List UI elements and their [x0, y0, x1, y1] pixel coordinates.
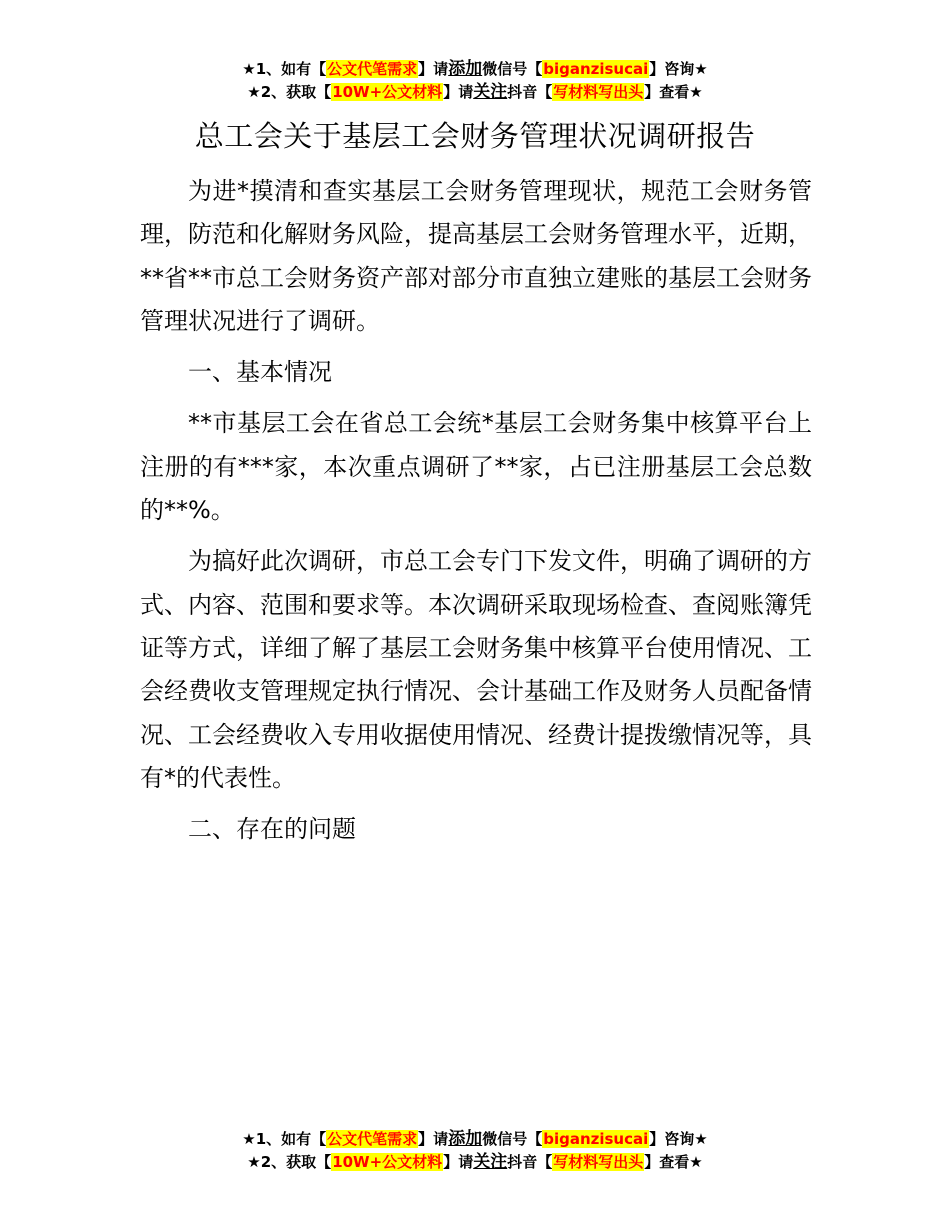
- highlight-ghostwriting: 公文代笔需求: [327, 1130, 418, 1148]
- banner-text: 】请: [443, 1153, 474, 1171]
- banner-text: 】查看★: [644, 83, 703, 101]
- highlight-douyin: 写材料写出头: [553, 1153, 644, 1171]
- banner-text: 抖音【: [507, 83, 553, 101]
- banner-text: ★2、获取【: [247, 83, 332, 101]
- banner-text: 】查看★: [644, 1153, 703, 1171]
- banner-text: ★1、如有【: [242, 60, 327, 78]
- highlight-materials: 10W+公文材料: [332, 1153, 443, 1171]
- paragraph-method: 为搞好此次调研，市总工会专门下发文件，明确了调研的方式、内容、范围和要求等。本次调研采取现场检查、查阅账簿凭证等方式，详细了解了基层工会财务集中核算平台使用情况、工会经费收支管理规定执行情况、会计基础工作及财务人员配备情况、工会经费收入专用收据使用情况、经费计提拨缴情况等，具有*的代表性。: [140, 547, 812, 792]
- underline-add: 添加: [448, 1129, 483, 1149]
- section-heading-basic: 一、基本情况: [188, 358, 332, 387]
- banner-text: 】咨询★: [649, 60, 708, 78]
- banner-line-2: [0, 1151, 950, 1174]
- banner-text: 】咨询★: [649, 1130, 708, 1148]
- paragraph-basic-info: **市基层工会在省总工会统*基层工会财务集中核算平台上注册的有***家，本次重点调研了**家，占已注册基层工会总数的**%。: [140, 409, 812, 525]
- banner-text: 微信号【: [482, 60, 543, 78]
- banner-line-1: [0, 58, 950, 81]
- highlight-materials: 10W+公文材料: [332, 83, 443, 101]
- underline-add: 添加: [448, 59, 483, 79]
- highlight-ghostwriting: 公文代笔需求: [327, 60, 418, 78]
- underline-follow: 关注: [473, 1152, 508, 1172]
- footer-banner: [0, 1128, 950, 1174]
- document-title: 总工会关于基层工会财务管理状况调研报告: [194, 119, 756, 153]
- banner-line-1: [0, 1128, 950, 1151]
- document-body: [140, 170, 812, 851]
- header-banner: [0, 58, 950, 104]
- banner-text: 微信号【: [482, 1130, 543, 1148]
- highlight-wechat-id: biganzisucai: [543, 60, 649, 78]
- section-heading-problems: 二、存在的问题: [188, 815, 356, 844]
- banner-text: ★2、获取【: [247, 1153, 332, 1171]
- banner-text: 】请: [418, 1130, 449, 1148]
- underline-follow: 关注: [473, 82, 508, 102]
- paragraph-intro: 为进*摸清和查实基层工会财务管理现状，规范工会财务管理，防范和化解财务风险，提高基层工会财务管理水平，近期，**省**市总工会财务资产部对部分市直独立建账的基层工会财务管理状况进行了调研。: [140, 177, 812, 335]
- banner-text: 】请: [443, 83, 474, 101]
- banner-text: 】请: [418, 60, 449, 78]
- highlight-wechat-id: biganzisucai: [543, 1130, 649, 1148]
- highlight-douyin: 写材料写出头: [553, 83, 644, 101]
- banner-text: ★1、如有【: [242, 1130, 327, 1148]
- banner-text: 抖音【: [507, 1153, 553, 1171]
- banner-line-2: [0, 81, 950, 104]
